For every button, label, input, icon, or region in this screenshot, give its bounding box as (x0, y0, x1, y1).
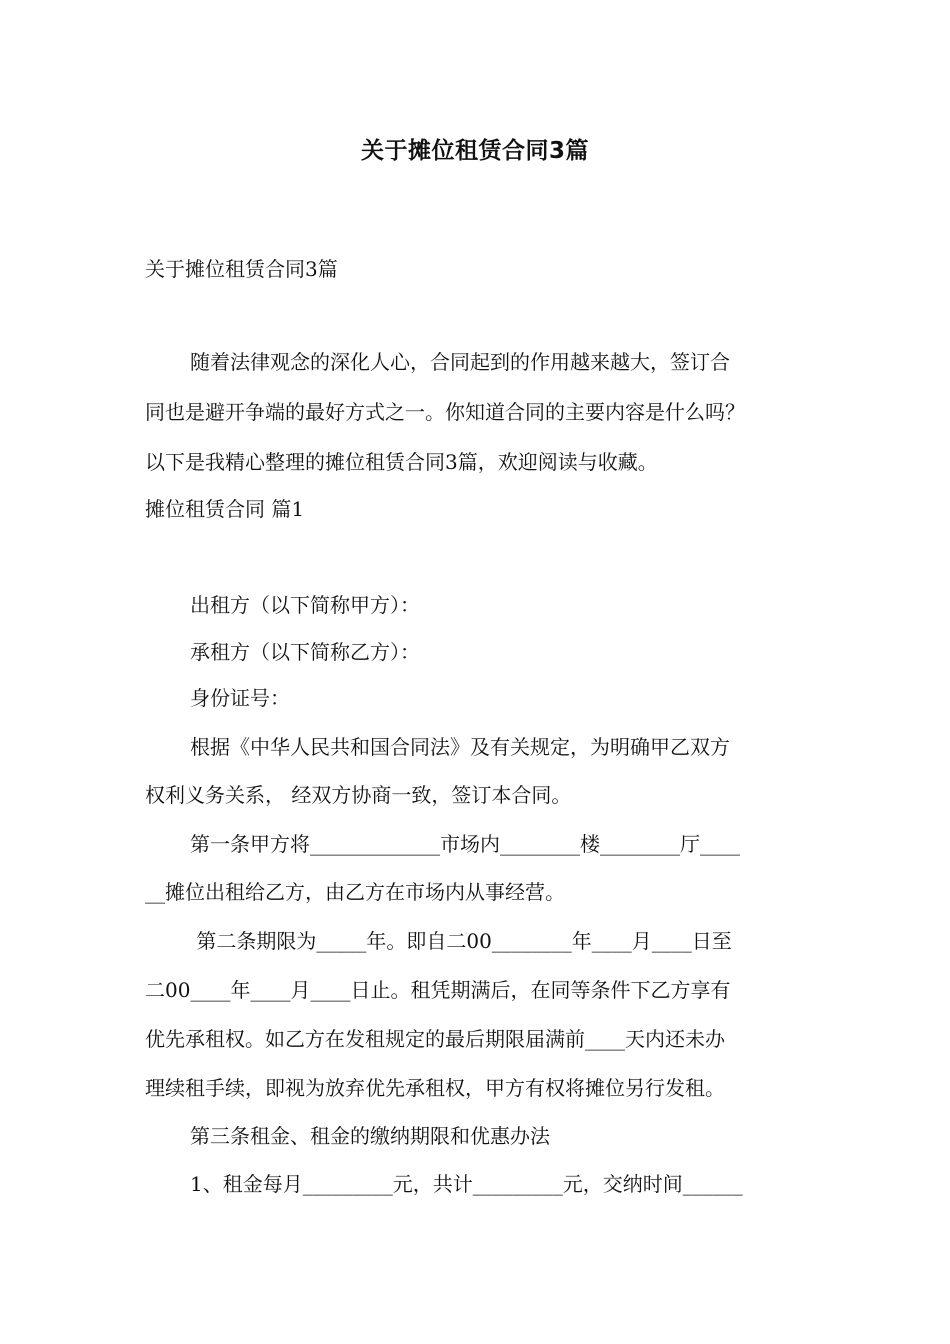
clause-line: 理续租手续，即视为放弃优先承租权，甲方有权将摊位另行发租。 (145, 1076, 725, 1100)
intro-line: 随着法律观念的深化人心，合同起到的作用越来越大，签订合 (190, 350, 730, 374)
id-number-line: 身份证号： (190, 686, 290, 710)
clause-line: __摊位出租给乙方，由乙方在市场内从事经营。 (145, 880, 565, 904)
party-lessor-line: 出租方（以下简称甲方）： (190, 593, 420, 617)
section-heading: 摊位租赁合同 篇1 (145, 497, 305, 521)
page-title: 关于摊位租赁合同3篇 (360, 138, 589, 164)
party-lessee-line: 承租方（以下简称乙方）： (190, 640, 420, 664)
clause-line: 第三条租金、租金的缴纳期限和优惠办法 (190, 1124, 550, 1148)
clause-line: 优先承租权。如乙方在发租规定的最后期限届满前____天内还未办 (145, 1027, 725, 1051)
clause-line: 二00____年____月____日止。租凭期满后，在同等条件下乙方享有 (145, 978, 731, 1002)
intro-line: 以下是我精心整理的摊位租赁合同3篇，欢迎阅读与收藏。 (145, 450, 658, 474)
clause-line: 第一条甲方将_____________市场内________楼________厅____ (190, 832, 740, 856)
clause-line: 根据《中华人民共和国合同法》及有关规定，为明确甲乙双方 (190, 735, 730, 759)
clause-line: 1、租金每月_________元，共计_________元，交纳时间______ (190, 1172, 743, 1196)
intro-line: 同也是避开争端的最好方式之一。你知道合同的主要内容是什么吗？ (145, 400, 745, 424)
clause-line: 第二条期限为_____年。即自二00________年____月____日至 (190, 929, 732, 953)
document-subtitle: 关于摊位租赁合同3篇 (145, 257, 338, 281)
clause-line: 权利义务关系， 经双方协商一致，签订本合同。 (145, 783, 572, 807)
